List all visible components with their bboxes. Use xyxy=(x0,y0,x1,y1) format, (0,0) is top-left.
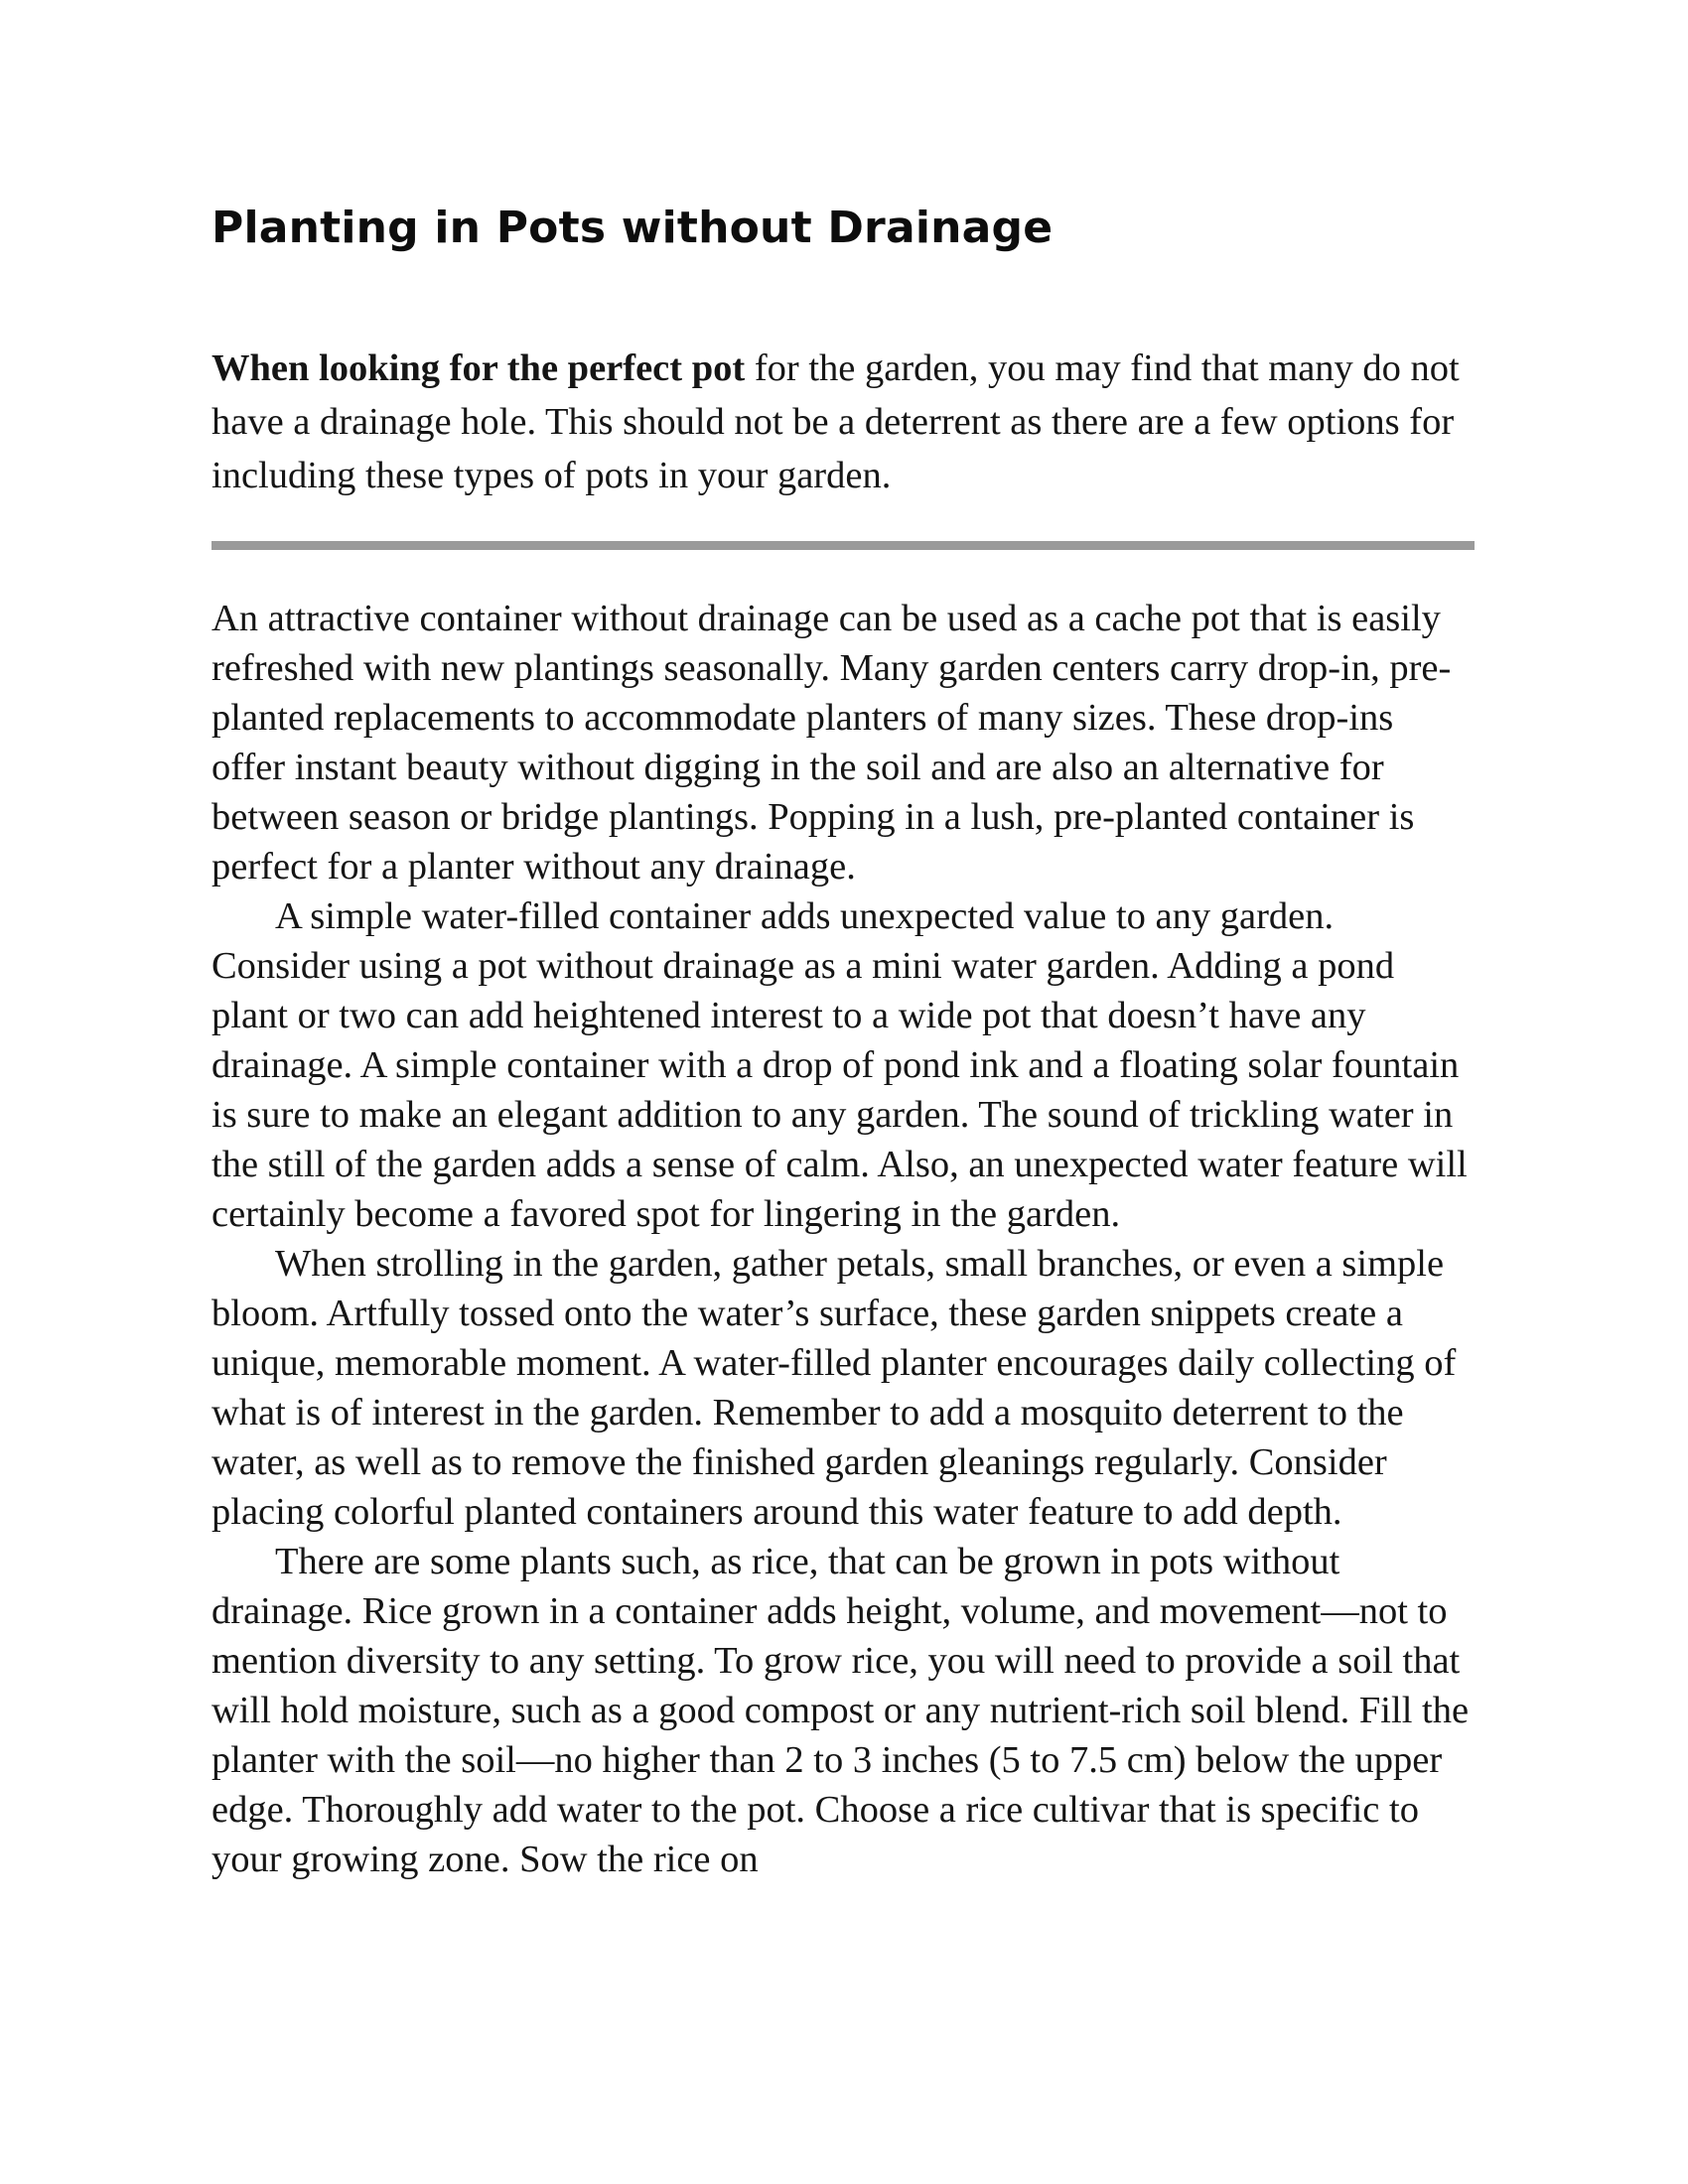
section-divider xyxy=(211,541,1475,550)
intro-lead: When looking for the perfect pot xyxy=(211,347,746,389)
intro-rest: for the garden, you may find that many do not have a drainage hole. This should not be a deterrent as there are a few options for including these types of pots in your garden. xyxy=(211,347,1460,496)
body-text xyxy=(211,594,1475,1884)
body-paragraph-1: An attractive container without drainage can be used as a cache pot that is easily refreshed with new plantings seasonally. Many garden centers carry drop-in, pre-planted replacements to accommodate planters of many sizes. These drop-ins offer instant beauty without digging in the soil and are also an alternative for between season or bridge plantings. Popping in a lush, pre-planted container is perfect for a planter without any drainage. xyxy=(211,598,1452,887)
intro-paragraph xyxy=(211,341,1475,502)
body-paragraph-2: A simple water-filled container adds unexpected value to any garden. Consider using a pot without drainage as a mini water garden. Adding a pond plant or two can add heightened interest to a wide pot that doesn’t have any drainage. A simple container with a drop of pond ink and a floating solar fountain is sure to make an elegant addition to any garden. The sound of trickling water in the still of the garden adds a sense of calm. Also, an unexpected water feature will certainly become a favored spot for lingering in the garden. xyxy=(211,895,1468,1235)
body-paragraph-4: There are some plants such, as rice, that can be grown in pots without drainage. Rice grown in a container adds height, volume, and movement—not to mention diversity to any setting. To grow rice, you will need to provide a soil that will hold moisture, such as a good compost or any nutrient-rich soil blend. Fill the planter with the soil—no higher than 2 to 3 inches (5 to 7.5 cm) below the upper edge. Thoroughly add water to the pot. Choose a rice cultivar that is specific to your growing zone. Sow the rice on xyxy=(211,1541,1470,1880)
document-page xyxy=(211,195,1475,1884)
body-paragraph-3: When strolling in the garden, gather petals, small branches, or even a simple bloom. Artfully tossed onto the water’s surface, these garden snippets create a unique, memorable moment. A water-filled planter encourages daily collecting of what is of interest in the garden. Remember to add a mosquito deterrent to the water, as well as to remove the finished garden gleanings regularly. Consider placing colorful planted containers around this water feature to add depth. xyxy=(211,1243,1457,1533)
page-title: Planting in Pots without Drainage xyxy=(211,203,1054,253)
